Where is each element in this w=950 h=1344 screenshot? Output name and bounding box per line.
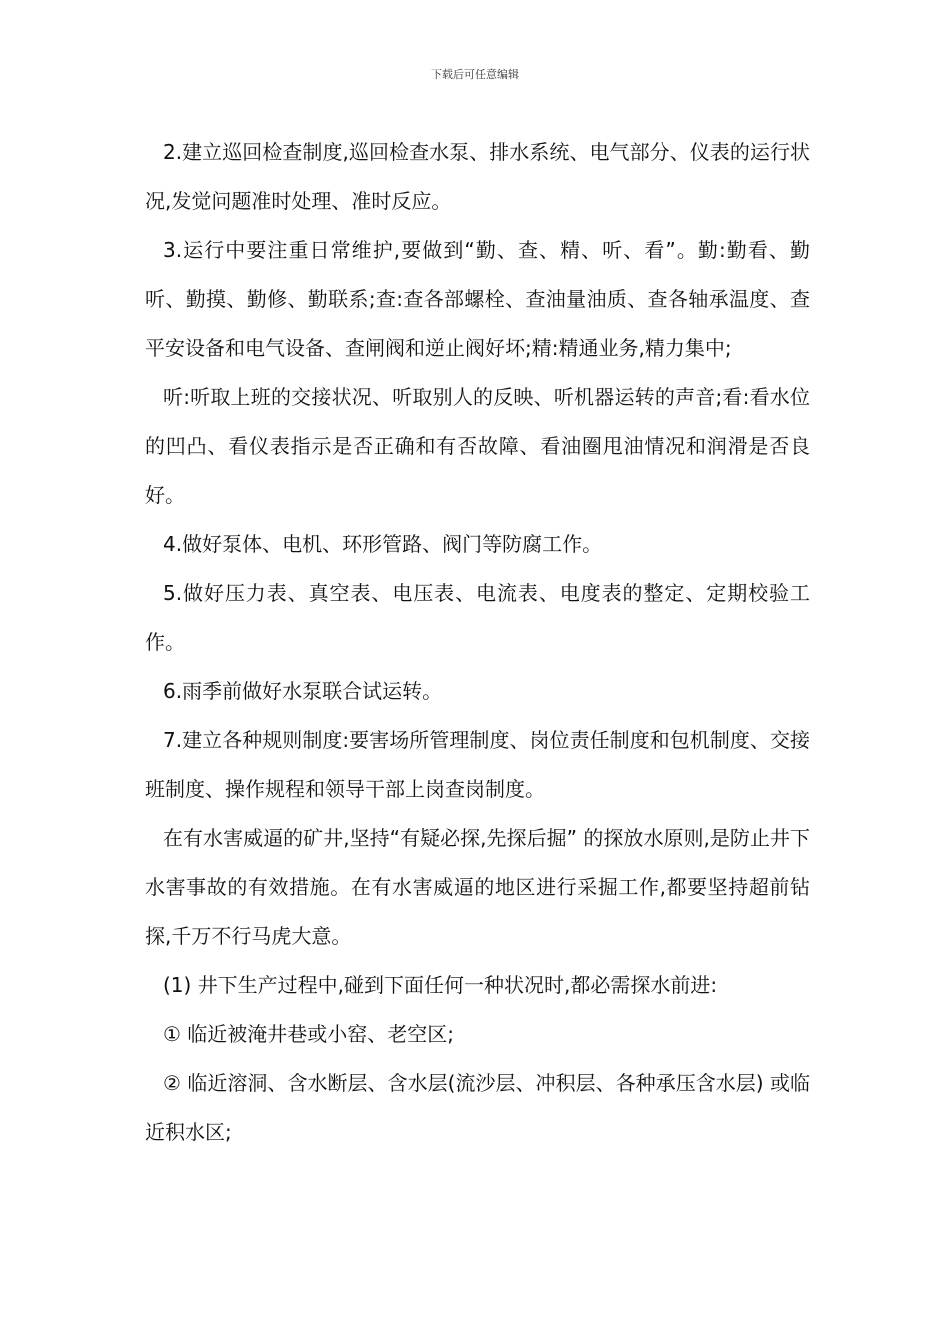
document-body [145, 128, 810, 1157]
paragraph: 听:听取上班的交接状况、听取别人的反映、听机器运转的声音;看:看水位的凹凸、看仪表指示是否正确和有否故障、看油圈甩油情况和润滑是否良好。 [145, 385, 810, 507]
paragraph: 2.建立巡回检查制度,巡回检查水泵、排水系统、电气部分、仪表的运行状况,发觉问题准时处理、准时反应。 [145, 140, 810, 213]
paragraph: 5.做好压力表、真空表、电压表、电流表、电度表的整定、定期校验工作。 [145, 581, 810, 654]
paragraph: (1) 井下生产过程中,碰到下面任何一种状况时,都必需探水前进: [163, 973, 718, 997]
paragraph: ② 临近溶洞、含水断层、含水层(流沙层、冲积层、各种承压含水层) 或临近积水区; [145, 1071, 810, 1144]
page-header: 下载后可任意编辑 [431, 68, 519, 81]
paragraph: 4.做好泵体、电机、环形管路、阀门等防腐工作。 [163, 532, 603, 556]
paragraph: 6.雨季前做好水泵联合试运转。 [163, 679, 443, 703]
paragraph: 7.建立各种规则制度:要害场所管理制度、岗位责任制度和包机制度、交接班制度、操作规程和领导干部上岗查岗制度。 [145, 728, 810, 801]
paragraph: ① 临近被淹井巷或小窑、老空区; [163, 1022, 455, 1046]
paragraph: 3.运行中要注重日常维护,要做到“勤、查、精、听、看”。勤:勤看、勤听、勤摸、勤修、勤联系;查:查各部螺栓、查油量油质、查各轴承温度、查平安设备和电气设备、查闸阀和逆止阀好坏;精:精通业务,精力集中; [145, 238, 810, 360]
paragraph: 在有水害威逼的矿井,坚持“有疑必探,先探后掘” 的探放水原则,是防止井下水害事故的有效措施。在有水害威逼的地区进行采掘工作,都要坚持超前钻探,千万不行马虎大意。 [145, 826, 810, 948]
